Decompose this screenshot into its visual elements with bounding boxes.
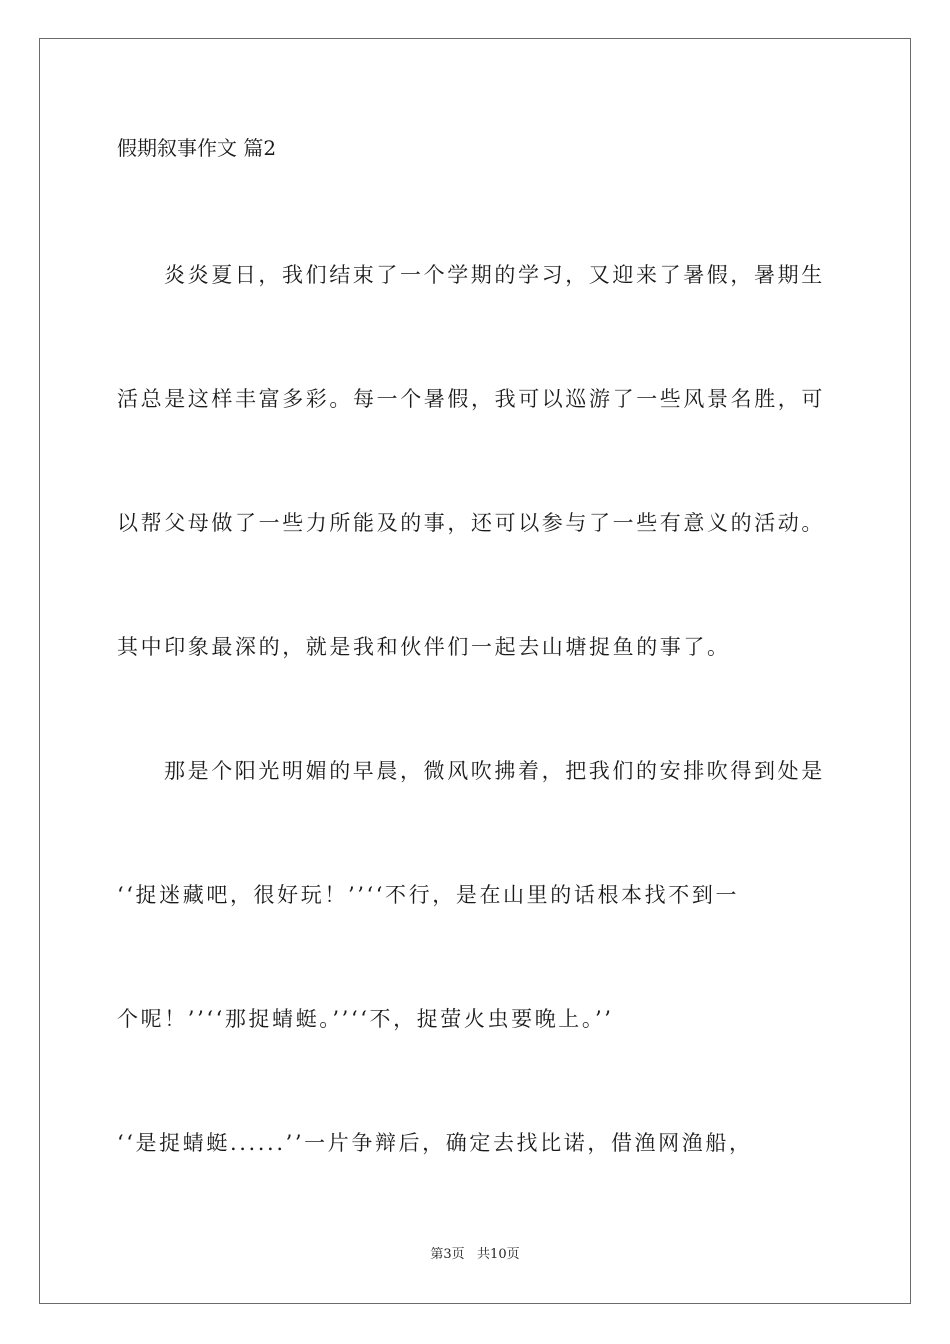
paragraph-line: 以帮父母做了一些力所能及的事，还可以参与了一些有意义的活动。 (117, 511, 825, 535)
paragraph-line: 个呢！’’‘‘那捉蜻蜓。’’‘‘不，捉萤火虫要晚上。’’ (117, 1007, 614, 1031)
paragraph-line: 其中印象最深的，就是我和伙伴们一起去山塘捉鱼的事了。 (117, 635, 731, 659)
paragraph-line: 炎炎夏日，我们结束了一个学期的学习，又迎来了暑假，暑期生 (164, 263, 825, 287)
document-title: 假期叙事作文 篇2 (117, 136, 277, 160)
paragraph-line: 活总是这样丰富多彩。每一个暑假，我可以巡游了一些风景名胜，可 (117, 387, 825, 411)
paragraph-line: ‘‘是捉蜻蜓......’’一片争辩后，确定去找比诺，借渔网渔船， (117, 1131, 753, 1155)
paragraph-line: 那是个阳光明媚的早晨，微风吹拂着，把我们的安排吹得到处是 (164, 759, 825, 783)
paragraph-line: ‘‘捉迷藏吧，很好玩！’’‘‘不行，是在山里的话根本找不到一 (117, 883, 740, 907)
page-frame (39, 38, 911, 1304)
page-number-footer: 第3页 共10页 (430, 1247, 520, 1262)
